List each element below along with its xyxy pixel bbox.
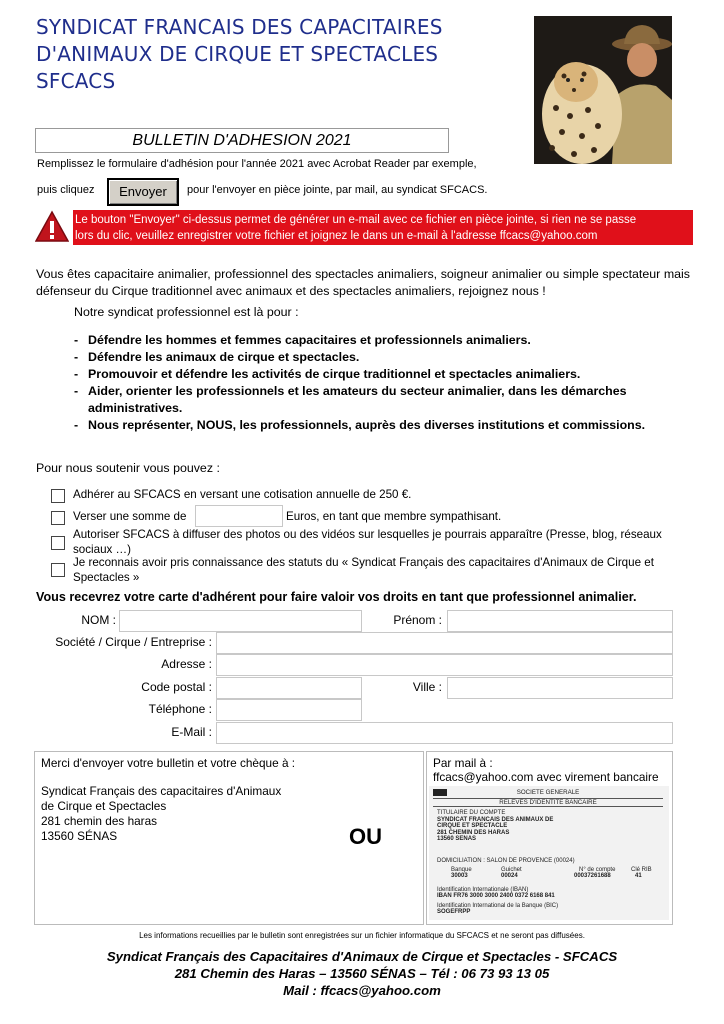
postal-panel [34,751,424,925]
warning-banner [73,210,693,245]
rib-col-guichet: Guichet [501,867,522,873]
header-photo [534,16,672,164]
rib-iban: IBAN FR76 3000 3000 2400 0372 6168 841 [437,893,555,899]
adresse-input[interactable] [216,654,673,676]
rib-title: RELEVES D'IDENTITE BANCAIRE [433,798,663,807]
title-line-1: SYNDICAT FRANCAIS DES CAPACITAIRES [36,15,443,39]
or-label: OU [349,824,382,849]
goals-list [74,332,654,434]
option-membership: Adhérer au SFCACS en versant une cotisation annuelle de 250 €. [73,488,412,501]
checkbox-media-consent[interactable] [51,536,65,550]
code-postal-input[interactable] [216,677,362,699]
postal-address [41,784,281,844]
goal-item: - Défendre les animaux de cirque et spectacles. [74,349,654,366]
card-notice: Vous recevrez votre carte d'adhérent pour faire valoir vos droits en tant que professionnel animalier. [36,590,637,604]
warning-line-1: Le bouton "Envoyer" ci-dessus permet de générer un e-mail avec ce fichier en pièce jointe, si rien ne se passe [75,214,637,226]
checkbox-donation[interactable] [51,511,65,525]
goals-intro: Notre syndicat professionnel est là pour : [74,305,299,319]
rib-col-compte: N° de compte [579,867,616,873]
rib-iban-label: Identification Internationale (IBAN) [437,887,529,893]
nom-input[interactable] [119,610,362,632]
rib-holder-line: SYNDICAT FRANCAIS DES ANIMAUX DE [437,817,554,823]
rib-val-cle: 41 [635,873,642,879]
instruction-suffix: pour l'envoyer en pièce jointe, par mail, au syndicat SFCACS. [187,184,488,196]
warning-line-2: lors du clic, veuillez enregistrer votre fichier et joignez le dans un e-mail à l'adresse ffcacs@yahoo.com [75,230,598,242]
rib-holder-line: 13560 SENAS [437,835,477,842]
mail-heading: Par mail à : [433,756,493,770]
footer-line-3: Mail : ffcacs@yahoo.com [283,983,441,998]
goal-item: - Promouvoir et défendre les activités de cirque traditionnel et spectacles animaliers. [74,366,654,383]
instruction-prefix: puis cliquez [37,184,95,196]
rib-holder-line: CIRQUE ET SPECTACLE [437,823,508,830]
rib-holder-line: 281 CHEMIN DES HARAS [437,829,510,836]
email-input[interactable] [216,722,673,744]
footer-line-2: 281 Chemin des Haras – 13560 SÉNAS – Tél : 06 73 93 13 05 [174,966,550,981]
prenom-label: Prénom : [393,613,442,627]
man-with-leopard-image [534,16,672,164]
form-title: BULLETIN D'ADHESION 2021 [35,128,449,153]
privacy-notice: Les informations recueillies par le bulletin sont enregistrées sur un fichier informatique du SFCACS et ne seront pas diffusées. [139,931,585,940]
rib-val-banque: 30003 [451,873,468,879]
title-line-3: SFCACS [36,69,116,93]
postal-line: 13560 SÉNAS [41,829,118,843]
instruction-line-1: Remplissez le formulaire d'adhésion pour l'année 2021 avec Acrobat Reader par exemple, [37,158,477,170]
postal-line: de Cirque et Spectacles [41,799,167,813]
donation-amount-input[interactable] [195,505,283,527]
goal-item: - Nous représenter, NOUS, les professionnels, auprès des diverses institutions et commissions. [74,417,654,434]
societe-input[interactable] [216,632,673,654]
option-media-consent: Autoriser SFCACS à diffuser des photos ou des vidéos sur lesquelles je pourrais apparaître (Presse, blog, réseaux sociaux …) [73,528,662,556]
societe-label: Société / Cirque / Entreprise : [55,635,212,649]
email-label: E-Mail : [171,725,212,739]
mail-line: ffcacs@yahoo.com avec virement bancaire [433,770,659,784]
prenom-input[interactable] [447,610,673,632]
rib-val-guichet: 00024 [501,873,518,879]
organization-title [36,14,506,95]
postal-heading: Merci d'envoyer votre bulletin et votre chèque à : [41,756,296,770]
warning-icon [35,210,69,244]
option-donation-prefix: Verser une somme de [73,510,187,523]
support-heading: Pour nous soutenir vous pouvez : [36,461,220,475]
rib-col-banque: Banque [451,867,472,873]
footer-line-1: Syndicat Français des Capacitaires d'Animaux de Cirque et Spectacles - SFCACS [106,949,618,964]
telephone-label: Téléphone : [148,702,212,716]
intro-paragraph: Vous êtes capacitaire animalier, professionnel des spectacles animaliers, soigneur animalier ou simple spectateur mais défenseur du Cirque traditionnel avec animaux et des spectacles animaliers, rejoignez nous ! [36,267,690,298]
title-line-2: D'ANIMAUX DE CIRQUE ET SPECTACLES [36,42,439,66]
rib-val-compte: 00037261688 [574,873,611,879]
rib-holder [437,817,553,842]
rib-bic-label: Identification International de la Banque (BIC) [437,903,559,909]
ville-input[interactable] [447,677,673,699]
postal-line: Syndicat Français des capacitaires d'Animaux [41,784,282,798]
rib-holder-label: TITULAIRE DU COMPTE [437,810,506,816]
mail-panel [426,751,673,925]
send-button[interactable]: Envoyer [107,178,179,206]
adresse-label: Adresse : [161,657,212,671]
rib-document [429,786,669,920]
option-statutes: Je reconnais avoir pris connaissance des statuts du « Syndicat Français des capacitaires d'Animaux de Cirque et Spectacles » [73,556,654,584]
nom-label: NOM : [81,613,116,627]
goal-item: - Aider, orienter les professionnels et les amateurs du secteur animalier, dans les démarches administratives. [74,383,654,417]
checkbox-membership[interactable] [51,489,65,503]
ville-label: Ville : [412,680,442,694]
goal-item: - Défendre les hommes et femmes capacitaires et professionnels animaliers. [74,332,654,349]
postal-line: 281 chemin des haras [41,814,158,828]
rib-domiciliation: DOMICILIATION : SALON DE PROVENCE (00024) [437,858,575,864]
telephone-input[interactable] [216,699,362,721]
rib-bic: SOGEFRPP [437,909,471,915]
rib-bank: SOCIETE GENERALE [516,789,580,796]
code-postal-label: Code postal : [141,680,212,694]
rib-col-cle: Clé RIB [631,867,652,873]
checkbox-statutes[interactable] [51,563,65,577]
option-donation-suffix: Euros, en tant que membre sympathisant. [286,510,502,523]
